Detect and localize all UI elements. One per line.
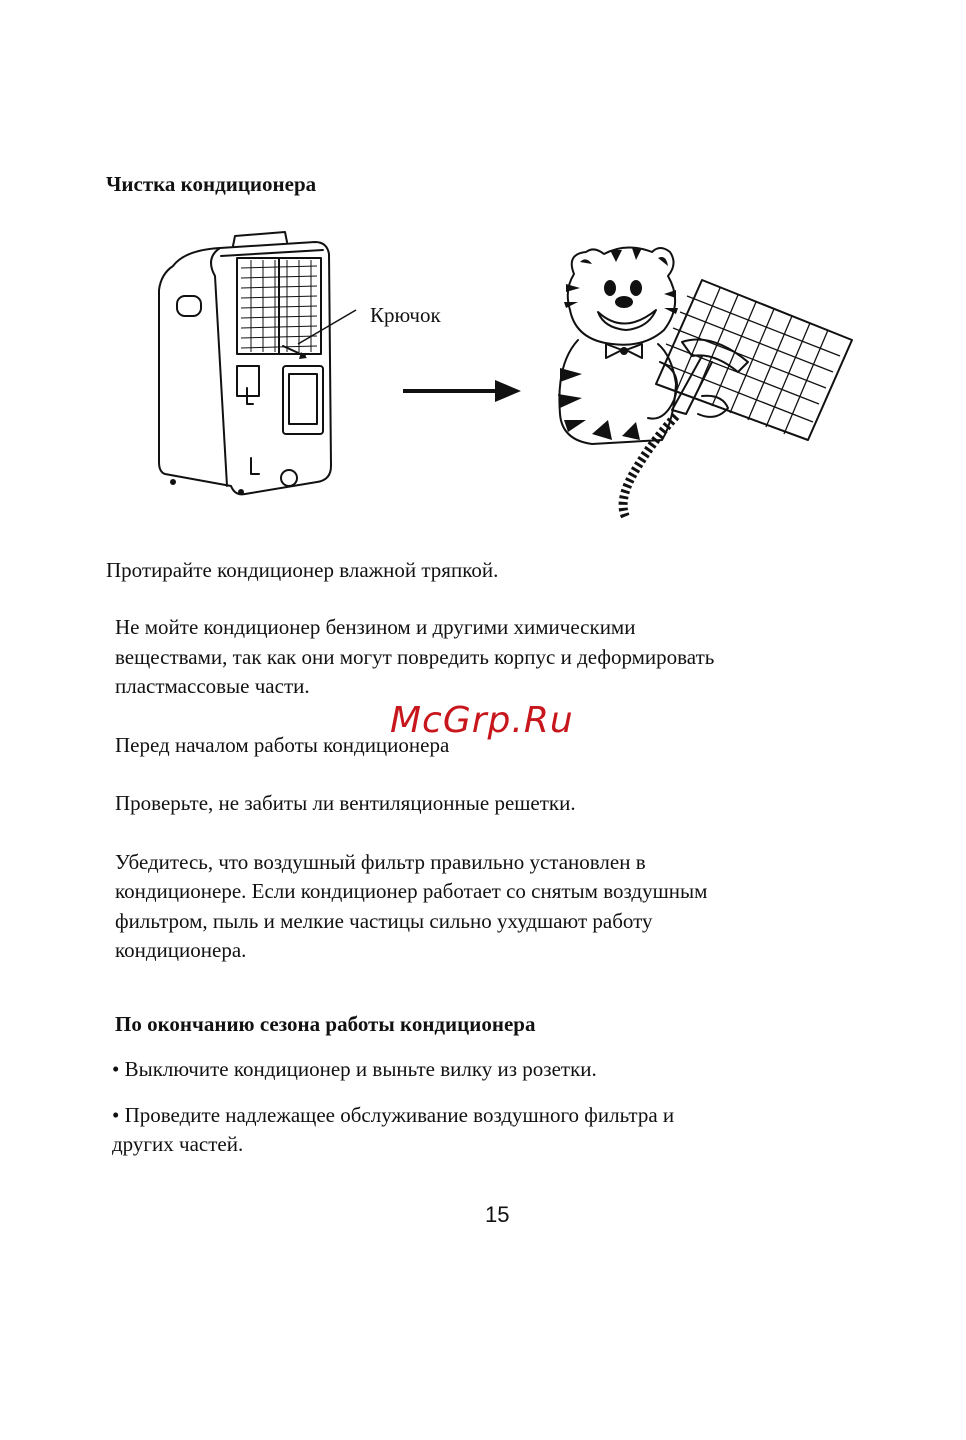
before-start-subtitle: Перед началом работы кондиционера bbox=[115, 733, 450, 757]
warning-line-1: Не мойте кондиционер бензином и другими химическими bbox=[115, 615, 636, 639]
hook-pointer-line bbox=[296, 306, 360, 346]
wipe-instruction: Протирайте кондиционер влажной тряпкой. bbox=[106, 558, 499, 582]
right-arrow-icon bbox=[403, 378, 521, 404]
air-conditioner-unit-drawing bbox=[155, 228, 345, 500]
section-title-end-of-season: По окончанию сезона работы кондиционера bbox=[115, 1012, 536, 1036]
bullet-maintenance-line-2: других частей. bbox=[112, 1132, 244, 1156]
watermark-logo: McGrp.Ru bbox=[390, 700, 574, 741]
filter-line-2: кондиционере. Если кондиционер работает со снятым воздушным bbox=[115, 879, 708, 903]
bullet-maintenance-line-1: • Проведите надлежащее обслуживание воздушного фильтра и bbox=[112, 1103, 675, 1127]
page-number: 15 bbox=[485, 1202, 510, 1227]
warning-line-3: пластмассовые части. bbox=[115, 674, 310, 698]
section-title-cleaning: Чистка кондиционера bbox=[106, 172, 317, 196]
check-grilles-text: Проверьте, не забиты ли вентиляционные решетки. bbox=[115, 791, 576, 815]
filter-line-3: фильтром, пыль и мелкие частицы сильно ухудшают работу bbox=[115, 909, 653, 933]
warning-line-2: веществами, так как они могут повредить корпус и деформировать bbox=[115, 645, 715, 669]
filter-line-4: кондиционера. bbox=[115, 938, 247, 962]
bullet-unplug: • Выключите кондиционер и выньте вилку из розетки. bbox=[112, 1057, 597, 1081]
tiger-vacuuming-filter-drawing bbox=[552, 244, 854, 520]
hook-label: Крючок bbox=[370, 303, 441, 327]
filter-line-1: Убедитесь, что воздушный фильтр правильно установлен в bbox=[115, 850, 646, 874]
